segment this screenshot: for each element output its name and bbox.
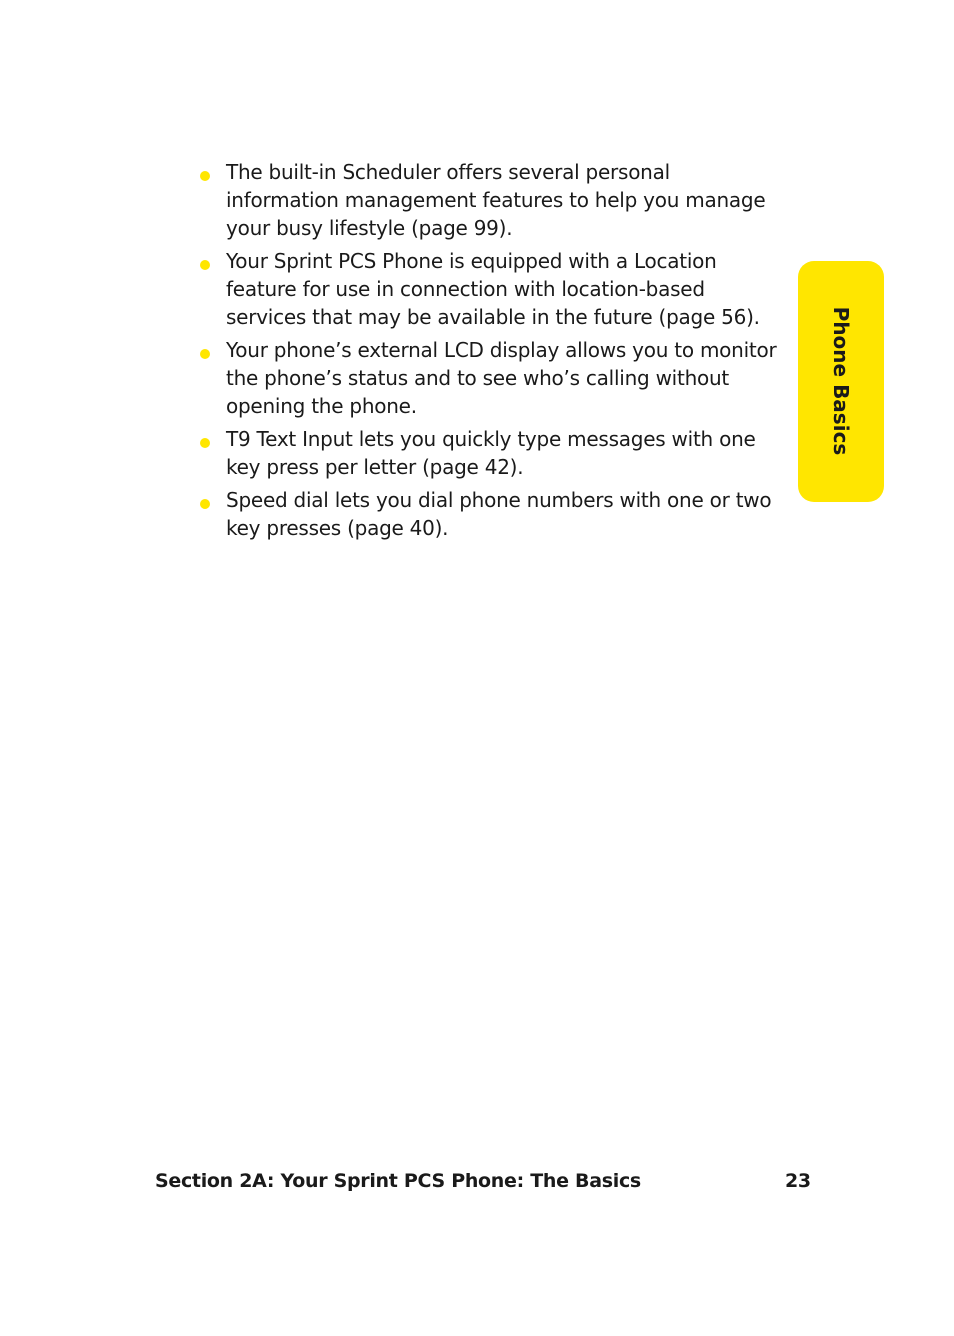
bullet-dot-icon	[200, 438, 210, 448]
footer-section-title: Section 2A: Your Sprint PCS Phone: The Basics	[155, 1170, 641, 1192]
bullet-dot-icon	[200, 171, 210, 181]
bullet-item	[198, 425, 788, 481]
bullet-text: Your Sprint PCS Phone is equipped with a Location feature for use in connection with location-based services that may be available in the future (page 56).	[226, 249, 760, 329]
bullet-item	[198, 247, 788, 331]
side-tab-label: Phone Basics	[829, 306, 853, 456]
bullet-item	[198, 486, 788, 542]
bullet-dot-icon	[200, 349, 210, 359]
feature-bullet-list	[198, 158, 788, 547]
bullet-dot-icon	[200, 260, 210, 270]
bullet-item	[198, 158, 788, 242]
section-side-tab	[798, 261, 884, 502]
bullet-text: Speed dial lets you dial phone numbers with one or two key presses (page 40).	[226, 488, 772, 540]
bullet-text: T9 Text Input lets you quickly type messages with one key press per letter (page 42).	[226, 427, 756, 479]
footer-page-number: 23	[785, 1170, 811, 1192]
bullet-text: Your phone’s external LCD display allows you to monitor the phone’s status and to see who’s calling without opening the phone.	[226, 338, 777, 418]
bullet-text: The built-in Scheduler offers several personal information management features to help you manage your busy lifestyle (page 99).	[226, 160, 766, 240]
bullet-item	[198, 336, 788, 420]
bullet-dot-icon	[200, 499, 210, 509]
